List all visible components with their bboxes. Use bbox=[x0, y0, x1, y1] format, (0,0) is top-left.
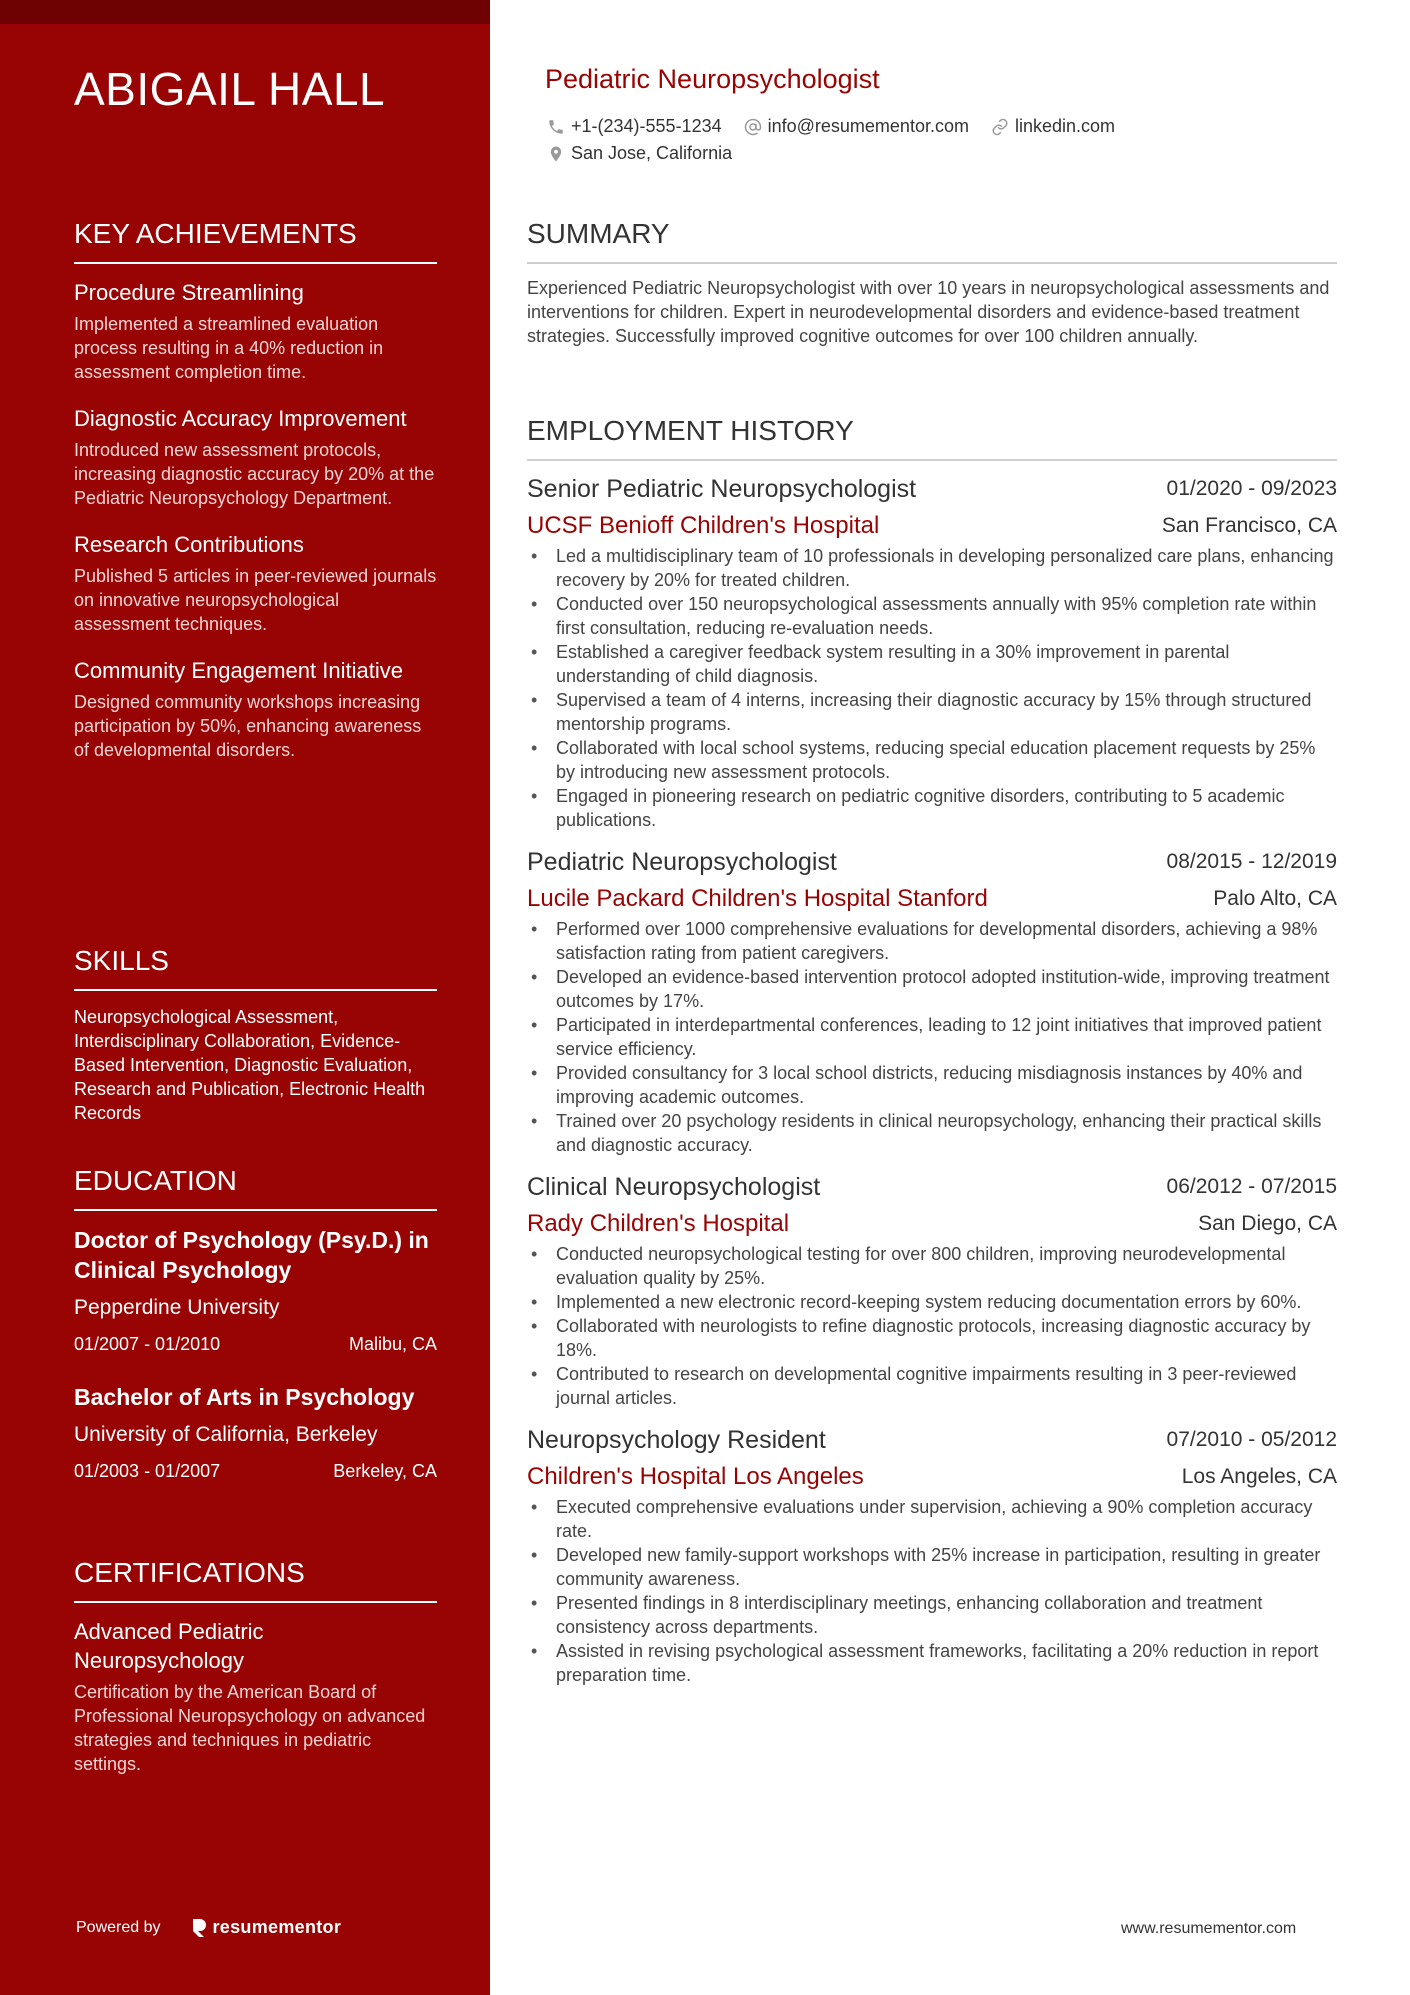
job-bullet: • Assisted in revising psychological assessment frameworks, facilitating a 20% reduction in report preparation time. bbox=[527, 1639, 1337, 1687]
job-title: Pediatric Neuropsychologist bbox=[527, 848, 837, 876]
achievement-item bbox=[74, 278, 437, 384]
resumementor-logo-icon bbox=[191, 1918, 207, 1938]
job-bullet: • Trained over 20 psychology residents in clinical neuropsychology, enhancing their practical skills and diagnostic accuracy. bbox=[527, 1109, 1337, 1157]
job-bullet: • Developed an evidence-based intervention protocol adopted institution-wide, improving treatment outcomes by 17%. bbox=[527, 965, 1337, 1013]
education-school: Pepperdine University bbox=[74, 1296, 280, 1319]
job-entry bbox=[527, 1424, 1337, 1687]
education-meta bbox=[74, 1332, 437, 1356]
job-bullet: • Presented findings in 8 interdisciplinary meetings, enhancing collaboration and treatment consistency across departments. bbox=[527, 1591, 1337, 1639]
candidate-name: ABIGAIL HALL bbox=[74, 63, 386, 115]
achievement-title: Procedure Streamlining bbox=[74, 280, 304, 305]
achievement-item bbox=[74, 530, 437, 636]
job-bullets bbox=[527, 1495, 1337, 1687]
job-bullet: • Executed comprehensive evaluations under supervision, achieving a 90% completion accuracy rate. bbox=[527, 1495, 1337, 1543]
education-location: Malibu, CA bbox=[348, 1334, 437, 1354]
job-bullet: • Led a multidisciplinary team of 10 professionals in developing personalized care plans, enhancing recovery by 20% for treated children. bbox=[527, 544, 1337, 592]
key-achievements-title: KEY ACHIEVEMENTS bbox=[74, 218, 437, 264]
link-icon bbox=[991, 118, 1009, 136]
at-icon bbox=[744, 118, 762, 136]
skills-section bbox=[74, 945, 437, 1125]
certifications-title: CERTIFICATIONS bbox=[74, 1557, 437, 1603]
job-dates: 07/2010 - 05/2012 bbox=[1166, 1428, 1337, 1451]
phone-text: +1-(234)-555-1234 bbox=[571, 116, 722, 136]
education-section bbox=[74, 1165, 437, 1509]
employment-title: EMPLOYMENT HISTORY bbox=[527, 415, 1337, 461]
phone-icon bbox=[547, 118, 565, 136]
contact-info bbox=[547, 113, 1137, 167]
linkedin-text: linkedin.com bbox=[1014, 116, 1116, 136]
job-company: Rady Children's Hospital bbox=[527, 1210, 790, 1237]
summary-text: Experienced Pediatric Neuropsychologist with over 10 years in neuropsychological assessments and interventions for children. Expert in neurodevelopmental disorders and evidence-based treatment strategies. Successfully improved cognitive outcomes for over 100 children annually. bbox=[527, 278, 1330, 346]
job-dates: 08/2015 - 12/2019 bbox=[1166, 850, 1337, 873]
skills-list: Neuropsychological Assessment, Interdisciplinary Collaboration, Evidence-Based Intervention, Diagnostic Evaluation, Research and Publication, Electronic Health Records bbox=[74, 1007, 426, 1123]
education-item bbox=[74, 1382, 437, 1483]
location-text: San Jose, California bbox=[571, 143, 733, 163]
job-bullet: • Supervised a team of 4 interns, increasing their diagnostic accuracy by 15% through structured mentorship programs. bbox=[527, 688, 1337, 736]
job-bullet: • Collaborated with local school systems, reducing special education placement requests by 25% by introducing new assessment protocols. bbox=[527, 736, 1337, 784]
employment-section bbox=[527, 415, 1337, 1701]
job-bullet: • Established a caregiver feedback system resulting in a 30% improvement in parental understanding of child diagnosis. bbox=[527, 640, 1337, 688]
summary-title: SUMMARY bbox=[527, 218, 1337, 264]
education-degree: Doctor of Psychology (Psy.D.) in Clinical Psychology bbox=[74, 1227, 429, 1283]
job-bullet: • Conducted neuropsychological testing for over 800 children, improving neurodevelopmental evaluation quality by 25%. bbox=[527, 1242, 1337, 1290]
powered-by bbox=[76, 1917, 341, 1938]
job-bullet: • Implemented a new electronic record-keeping system reducing documentation errors by 60%. bbox=[527, 1290, 1337, 1314]
contact-email[interactable] bbox=[744, 116, 969, 137]
job-entry bbox=[527, 1171, 1337, 1410]
education-meta bbox=[74, 1459, 437, 1483]
achievement-title: Diagnostic Accuracy Improvement bbox=[74, 406, 407, 431]
job-bullet: • Performed over 1000 comprehensive evaluations for developmental disorders, achieving a 98% satisfaction rating from patient caregivers. bbox=[527, 917, 1337, 965]
job-title: Clinical Neuropsychologist bbox=[527, 1173, 821, 1201]
job-entry bbox=[527, 846, 1337, 1157]
certification-desc: Certification by the American Board of Professional Neuropsychology on advanced strategies and techniques in pediatric settings. bbox=[74, 1682, 426, 1774]
key-achievements-section bbox=[74, 218, 437, 782]
certification-item bbox=[74, 1617, 437, 1776]
education-school: University of California, Berkeley bbox=[74, 1423, 378, 1446]
education-dates: 01/2007 - 01/2010 bbox=[74, 1334, 221, 1354]
achievement-title: Research Contributions bbox=[74, 532, 304, 557]
job-dates: 01/2020 - 09/2023 bbox=[1166, 477, 1337, 500]
education-degree: Bachelor of Arts in Psychology bbox=[74, 1384, 415, 1410]
education-title: EDUCATION bbox=[74, 1165, 437, 1211]
summary-section bbox=[527, 218, 1337, 348]
job-entry bbox=[527, 473, 1337, 832]
job-bullet: • Participated in interdepartmental conferences, leading to 12 joint initiatives that improved patient service efficiency. bbox=[527, 1013, 1337, 1061]
job-dates: 06/2012 - 07/2015 bbox=[1166, 1175, 1337, 1198]
contact-linkedin[interactable] bbox=[991, 116, 1115, 137]
job-bullet: • Developed new family-support workshops with 25% increase in participation, resulting in greater community awareness. bbox=[527, 1543, 1337, 1591]
job-company: UCSF Benioff Children's Hospital bbox=[527, 512, 880, 539]
brand-logo[interactable] bbox=[191, 1917, 342, 1938]
education-item bbox=[74, 1225, 437, 1356]
job-title: Neuropsychology Resident bbox=[527, 1426, 826, 1454]
achievement-desc: Implemented a streamlined evaluation process resulting in a 40% reduction in assessment completion time. bbox=[74, 314, 384, 382]
job-bullets bbox=[527, 1242, 1337, 1410]
job-company: Lucile Packard Children's Hospital Stanford bbox=[527, 885, 988, 912]
achievement-desc: Introduced new assessment protocols, increasing diagnostic accuracy by 20% at the Pediatric Neuropsychology Department. bbox=[74, 440, 435, 508]
email-text: info@resumementor.com bbox=[767, 116, 969, 136]
skills-title: SKILLS bbox=[74, 945, 437, 991]
sidebar-top-bar bbox=[0, 0, 490, 24]
job-company: Children's Hospital Los Angeles bbox=[527, 1463, 864, 1490]
job-bullet: • Conducted over 150 neuropsychological assessments annually with 95% completion rate within first consultation, reducing re-evaluation needs. bbox=[527, 592, 1337, 640]
brand-name: resumementor bbox=[212, 1917, 342, 1937]
achievement-desc: Designed community workshops increasing participation by 50%, enhancing awareness of developmental disorders. bbox=[74, 692, 422, 760]
job-location: San Diego, CA bbox=[1198, 1212, 1337, 1235]
job-bullet: • Provided consultancy for 3 local school districts, reducing misdiagnosis instances by 40% and improving academic outcomes. bbox=[527, 1061, 1337, 1109]
certifications-section bbox=[74, 1557, 437, 1796]
contact-location bbox=[547, 143, 732, 164]
achievement-desc: Published 5 articles in peer-reviewed journals on innovative neuropsychological assessment techniques. bbox=[74, 566, 437, 634]
certification-title: Advanced Pediatric Neuropsychology bbox=[74, 1619, 264, 1673]
headline: Pediatric Neuropsychologist bbox=[545, 64, 880, 94]
achievement-title: Community Engagement Initiative bbox=[74, 658, 403, 683]
location-pin-icon bbox=[547, 145, 565, 163]
education-location: Berkeley, CA bbox=[333, 1461, 437, 1481]
job-bullet: • Collaborated with neurologists to refine diagnostic protocols, increasing diagnostic accuracy by 18%. bbox=[527, 1314, 1337, 1362]
job-location: Palo Alto, CA bbox=[1213, 887, 1337, 910]
job-bullet: • Engaged in pioneering research on pediatric cognitive disorders, contributing to 5 academic publications. bbox=[527, 784, 1337, 832]
job-title: Senior Pediatric Neuropsychologist bbox=[527, 475, 917, 503]
job-location: Los Angeles, CA bbox=[1181, 1465, 1337, 1488]
footer-url[interactable]: www.resumementor.com bbox=[1121, 1920, 1297, 1937]
job-bullets bbox=[527, 544, 1337, 832]
job-location: San Francisco, CA bbox=[1161, 514, 1337, 537]
education-dates: 01/2003 - 01/2007 bbox=[74, 1461, 221, 1481]
contact-phone[interactable] bbox=[547, 116, 722, 137]
powered-by-label: Powered by bbox=[76, 1918, 161, 1936]
job-bullet: • Contributed to research on developmental cognitive impairments resulting in 3 peer-reviewed journal articles. bbox=[527, 1362, 1337, 1410]
job-bullets bbox=[527, 917, 1337, 1157]
achievement-item bbox=[74, 404, 437, 510]
achievement-item bbox=[74, 656, 437, 762]
